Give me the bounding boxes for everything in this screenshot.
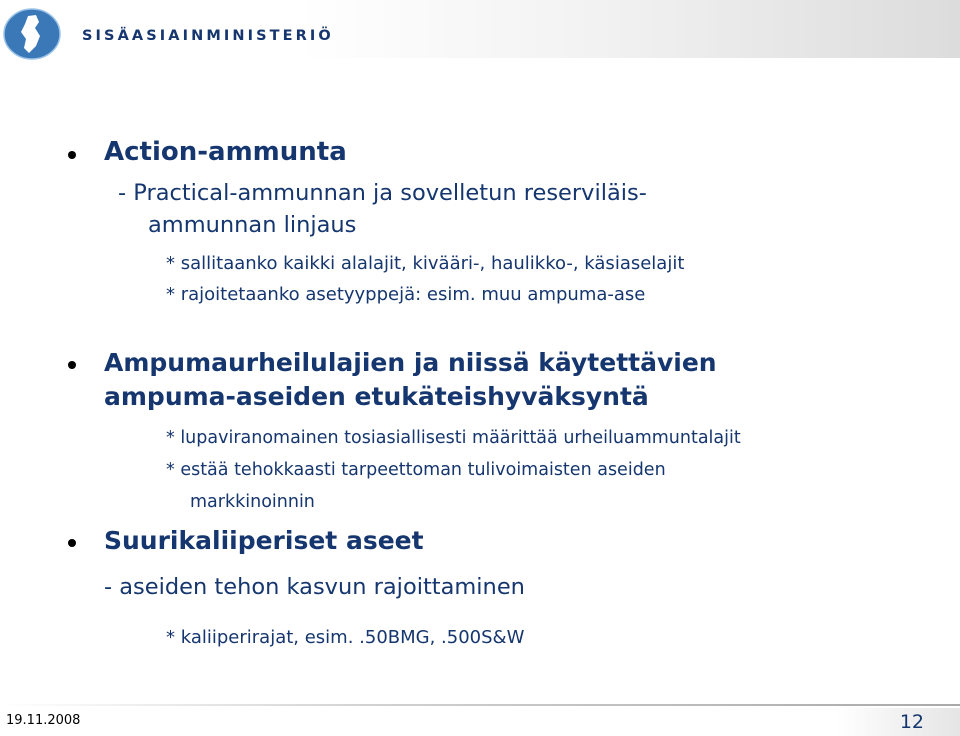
bullet-dot — [68, 539, 76, 547]
list-item: * lupaviranomainen tosiasiallisesti määrittää urheiluammuntalajit — [166, 428, 741, 448]
sub-line: ammunnan linjaus — [148, 212, 357, 238]
header-gradient-band — [300, 0, 960, 58]
ministry-logo-icon — [2, 6, 64, 62]
sub-line: - Practical-ammunnan ja sovelletun reserviläis- — [118, 180, 647, 206]
bullet-dot — [68, 151, 76, 159]
footer-date: 19.11.2008 — [6, 713, 81, 728]
footer-divider — [0, 704, 960, 706]
sub-line: - aseiden tehon kasvun rajoittaminen — [104, 574, 525, 600]
list-item: * sallitaanko kaikki alalajit, kivääri-, haulikko-, käsiaselajit — [166, 253, 685, 274]
page-number-box — [836, 708, 960, 736]
list-item: * kaliiperirajat, esim. .50BMG, .500S&W — [166, 627, 525, 648]
slide-header — [0, 0, 960, 70]
bullet-title-etukateishyvaksynta: ampuma-aseiden etukäteishyväksyntä — [104, 382, 649, 411]
bullet-dot — [68, 361, 76, 369]
list-item: markkinoinnin — [190, 492, 315, 512]
bullet-title-etukateishyvaksynta: Ampumaurheilulajien ja niissä käytettävien — [104, 348, 717, 377]
list-item: * estää tehokkaasti tarpeettoman tulivoimaisten aseiden — [166, 460, 666, 480]
list-item: * rajoitetaanko asetyyppejä: esim. muu ampuma-ase — [166, 284, 646, 305]
bullet-title-suurikaliiperiset: Suurikaliiperiset aseet — [104, 526, 424, 555]
ministry-name: SISÄASIAINMINISTERIÖ — [82, 28, 334, 44]
page-number: 12 — [899, 711, 924, 733]
bullet-title-action-ammunta: Action-ammunta — [104, 137, 347, 167]
